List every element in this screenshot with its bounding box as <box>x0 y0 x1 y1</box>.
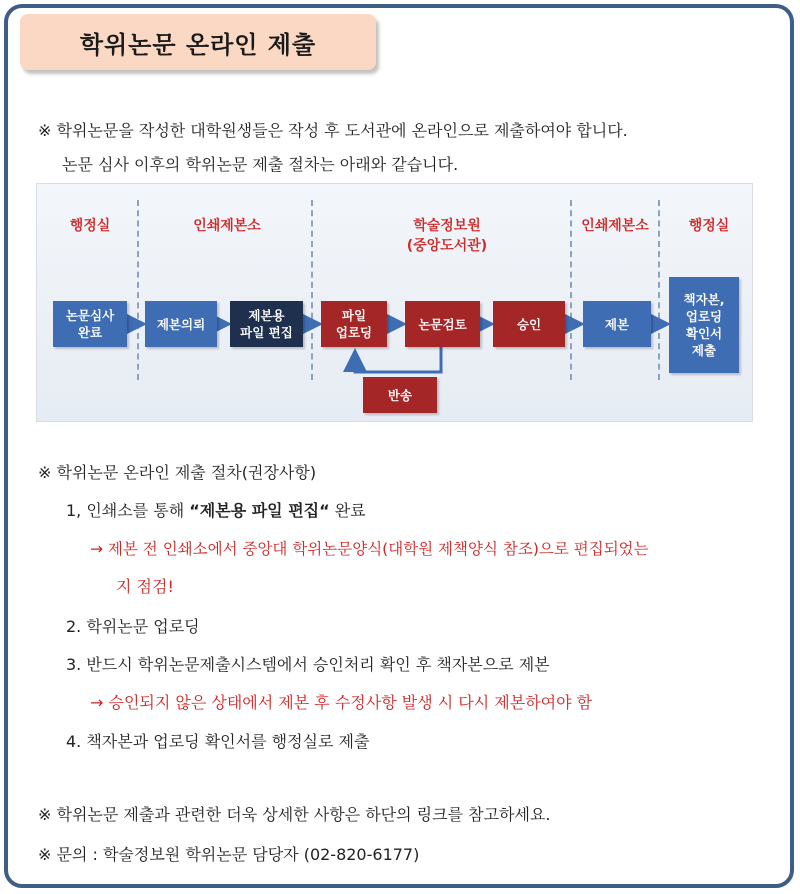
procedure-step-3: 3. 반드시 학위논문제출시스템에서 승인처리 확인 후 책자본으로 제본 <box>66 655 550 674</box>
step-box-paper-review <box>405 301 480 347</box>
step-box-review-done <box>53 301 127 347</box>
step-box-text: 파일 <box>341 308 367 323</box>
step-box-text: 논문검토 <box>418 316 467 332</box>
step-box-text: 제본용 <box>248 308 285 323</box>
step-box-approval <box>493 301 565 347</box>
footer-note-details: ※ 학위논문 제출과 관련한 더욱 상세한 사항은 하단의 링크를 참고하세요. <box>38 805 551 824</box>
step-box-file-upload <box>321 301 387 347</box>
procedure-heading: ※ 학위논문 온라인 제출 절차(권장사항) <box>38 463 317 482</box>
step-box-text: 업로딩 <box>685 309 723 324</box>
step-box-text: 승인 <box>516 316 542 332</box>
column-label-info-center-name: 학술정보원 <box>413 218 481 234</box>
submission-flow-diagram <box>36 183 753 422</box>
column-label-info-center-sub: (중앙도서관) <box>406 238 488 254</box>
step-box-text: 파일 편집 <box>240 325 293 340</box>
procedure-step-1-suffix: 완료 <box>329 501 366 520</box>
column-label-admin-right: 행정실 <box>688 218 730 234</box>
step-box-binding-request <box>145 301 217 347</box>
column-label-print-shop-left: 인쇄제본소 <box>193 218 261 234</box>
procedure-step-1-emphasis: “제본용 파일 편집“ <box>189 501 330 520</box>
step-box-text: 반송 <box>387 387 413 403</box>
step-box-return <box>363 377 437 413</box>
procedure-step-1-note-line-1: → 제본 전 인쇄소에서 중앙대 학위논문양식(대학원 제책양식 참조)으로 편집되었는 <box>90 540 649 558</box>
step-box-file-edit <box>230 301 303 347</box>
procedure-step-4: 4. 책자본과 업로딩 확인서를 행정실로 제출 <box>66 732 370 751</box>
step-box-text: 완료 <box>77 325 103 340</box>
procedure-step-2: 2. 학위논문 업로딩 <box>66 617 200 636</box>
procedure-step-3-note: → 승인되지 않은 상태에서 제본 후 수정사항 발생 시 다시 제본하여야 함 <box>90 693 593 712</box>
intro-line-1: ※ 학위논문을 작성한 대학원생들은 작성 후 도서관에 온라인으로 제출하여야 합니다. <box>38 121 628 140</box>
procedure-step-1-note-line-2: 지 점검! <box>116 577 174 596</box>
step-box-text: 논문심사 <box>65 308 115 323</box>
footer-note-contact: ※ 문의 : 학술정보원 학위논문 담당자 (02-820-6177) <box>38 845 420 864</box>
step-box-binding <box>583 301 651 347</box>
step-box-text: 제본 <box>604 316 630 332</box>
step-box-text: 확인서 <box>685 326 723 341</box>
step-box-text: 제본의뢰 <box>156 316 206 332</box>
page-title-text: 학위논문 온라인 제출 <box>79 30 317 59</box>
column-label-admin-left: 행정실 <box>69 218 111 234</box>
step-box-text: 책자본, <box>683 292 725 307</box>
intro-line-2: 논문 심사 이후의 학위논문 제출 절차는 아래와 같습니다. <box>62 155 459 174</box>
step-box-submit <box>669 277 739 373</box>
procedure-step-1 <box>66 498 366 521</box>
step-box-text: 업로딩 <box>335 325 373 340</box>
step-box-text: 제출 <box>691 343 717 358</box>
column-label-print-shop-right: 인쇄제본소 <box>581 218 649 234</box>
procedure-step-1-prefix: 1, 인쇄소를 통해 <box>66 501 190 520</box>
page-title <box>20 14 376 70</box>
